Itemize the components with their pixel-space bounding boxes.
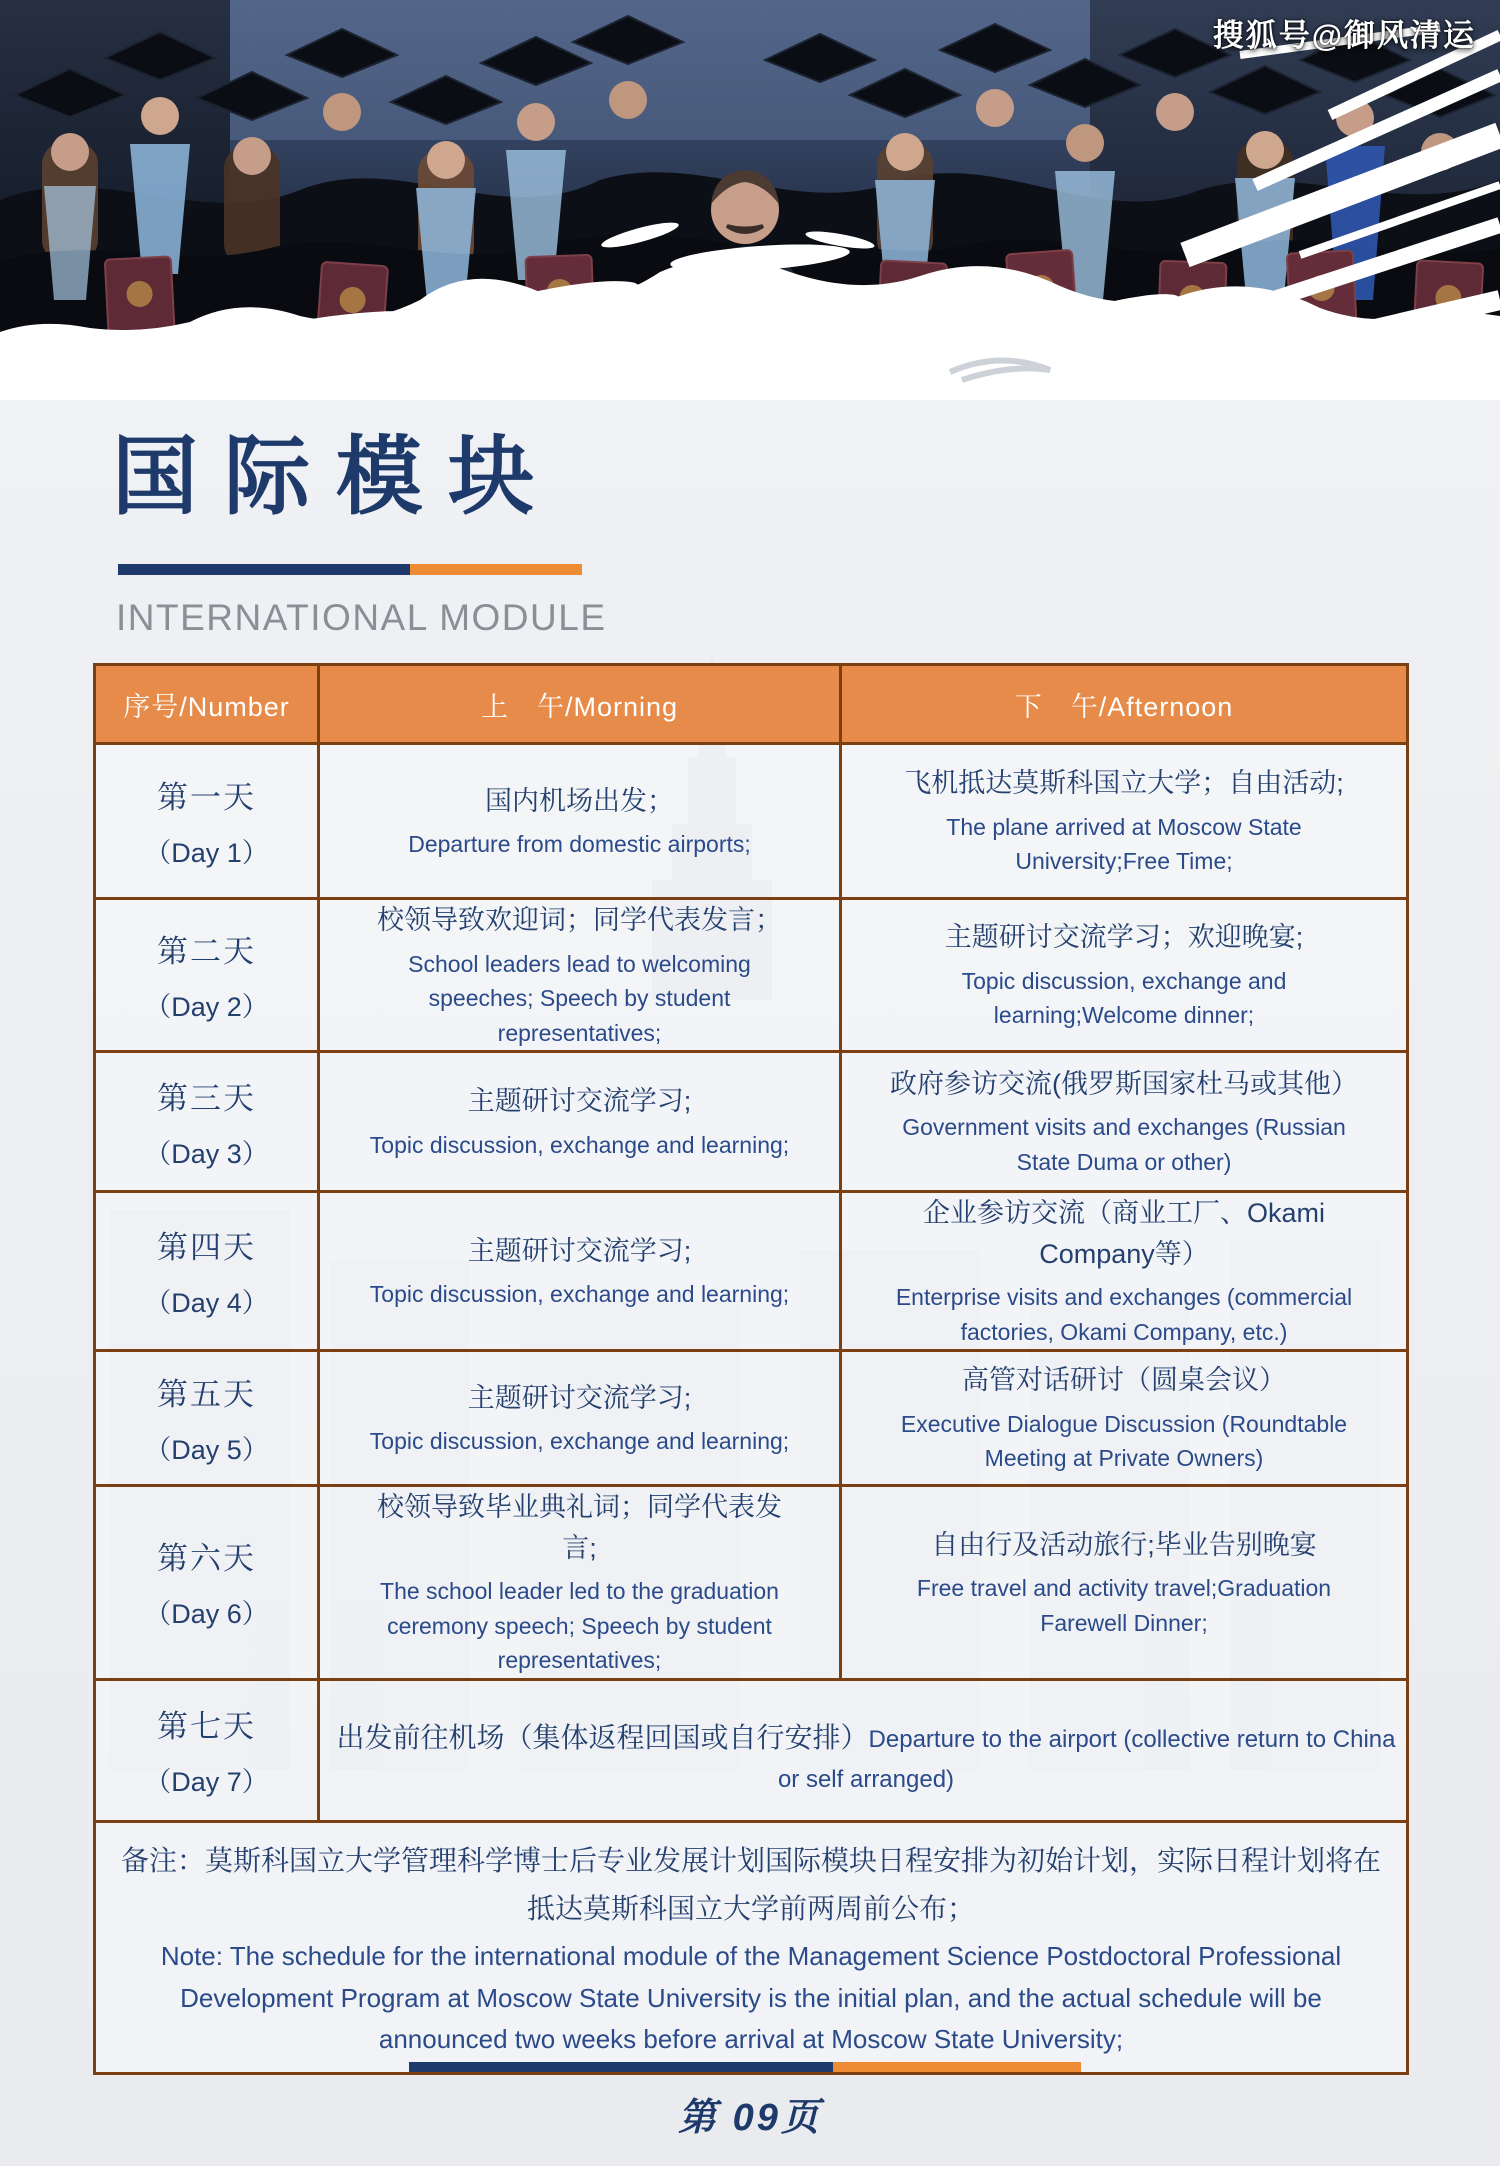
table-row-day5 (95, 1351, 1408, 1486)
table-row-day6 (95, 1486, 1408, 1680)
day-cell (95, 1192, 319, 1351)
underline-blue-segment (118, 564, 414, 575)
afternoon-cell (841, 1192, 1408, 1351)
day-label-cn: 第六天 (157, 1541, 256, 1577)
day-label-en: （Day 7） (144, 1767, 269, 1797)
page-title: 国际模块 (112, 429, 560, 525)
afternoon-text-en: The plane arrived at Moscow State University;Free Time; (946, 813, 1302, 875)
afternoon-text-en: Government visits and exchanges (Russian State Duma or other) (902, 1114, 1346, 1175)
day-label-en: （Day 3） (144, 1138, 269, 1169)
afternoon-cell (841, 1351, 1408, 1486)
day-label-cn: 第一天 (157, 780, 256, 815)
morning-text-cn: 主题研讨交流学习; (467, 1086, 692, 1116)
day-cell (95, 744, 319, 899)
note-text-en: Note: The schedule for the international module of the Management Science Postdoctoral Professional Development Program at Moscow State University is the initial plan, and the actual schedule will be announced two weeks before arrival at Moscow State University; (160, 1941, 1342, 2055)
table-row-day4 (95, 1192, 1408, 1351)
day-label-en: （Day 5） (144, 1435, 269, 1465)
note-text-cn: 备注：莫斯科国立大学管理科学博士后专业发展计划国际模块日程安排为初始计划，实际日程计划将在抵达莫斯科国立大学前两周前公布； (121, 1845, 1382, 1924)
day-label-cn: 第七天 (157, 1709, 256, 1744)
col-header-morning: 上 午/Morning (319, 665, 841, 744)
table-note-row (95, 1821, 1408, 2073)
morning-text-en: School leaders lead to welcoming speeches; Speech by student representatives; (408, 950, 751, 1046)
afternoon-text-cn: 企业参访交流（商业工厂、Okami Company等） (922, 1198, 1325, 1269)
afternoon-cell (841, 744, 1408, 899)
afternoon-text-cn: 自由行及活动旅行;毕业告别晚宴 (931, 1529, 1317, 1560)
table-row-day3 (95, 1052, 1408, 1192)
note-cell (95, 1821, 1408, 2073)
day-label-en: （Day 1） (144, 838, 269, 868)
afternoon-cell (841, 1486, 1408, 1680)
morning-text-en: Topic discussion, exchange and learning; (369, 1281, 790, 1307)
day-cell (95, 1679, 319, 1821)
day7-text-cn: 出发前往机场（集体返程回国或自行安排） (336, 1722, 869, 1754)
morning-cell (319, 899, 841, 1052)
day-cell (95, 1052, 319, 1192)
footer-bar-orange-segment (833, 2062, 1081, 2072)
morning-text-en: The school leader led to the graduation ceremony speech; Speech by student representatives; (380, 1578, 779, 1673)
morning-cell (319, 1351, 841, 1486)
afternoon-cell (841, 1052, 1408, 1192)
day-cell (95, 1351, 319, 1486)
page-subtitle: INTERNATIONAL MODULE (116, 597, 607, 638)
page-number: 第 09页 (678, 2097, 822, 2139)
day7-text-en: Departure to the airport (collective return to China or self arranged) (777, 1726, 1396, 1794)
morning-text-en: Departure from domestic airports; (408, 831, 751, 857)
footer-bar-blue-segment (409, 2062, 837, 2072)
morning-cell (319, 1052, 841, 1192)
morning-text-cn: 校领导致欢迎词；同学代表发言； (377, 905, 782, 935)
morning-text-en: Topic discussion, exchange and learning; (369, 1428, 790, 1454)
day-label-cn: 第三天 (157, 1080, 256, 1116)
afternoon-text-en: Free travel and activity travel;Graduation Farewell Dinner; (916, 1575, 1332, 1636)
day7-merged-cell (319, 1679, 1408, 1821)
morning-text-cn: 主题研讨交流学习; (467, 1382, 692, 1413)
day-cell (95, 899, 319, 1052)
afternoon-text-cn: 飞机抵达莫斯科国立大学；自由活动; (904, 768, 1344, 799)
footer-divider (409, 2062, 1081, 2072)
day-label-cn: 第五天 (157, 1377, 256, 1412)
table-header-row (95, 665, 1408, 744)
morning-text-en: Topic discussion, exchange and learning; (369, 1131, 790, 1158)
morning-cell (319, 744, 841, 899)
morning-cell (319, 1486, 841, 1680)
table-row-day2 (95, 899, 1408, 1052)
morning-text-cn: 校领导致毕业典礼词；同学代表发言; (377, 1492, 782, 1563)
col-header-number: 序号/Number (95, 665, 319, 744)
afternoon-text-cn: 高管对话研讨（圆桌会议） (962, 1365, 1286, 1396)
morning-text-cn: 主题研讨交流学习; (467, 1235, 692, 1266)
morning-cell (319, 1192, 841, 1351)
day-label-cn: 第四天 (157, 1230, 256, 1265)
watermark: 搜狐号@御风清运 (1212, 18, 1476, 53)
underline-orange-segment (410, 564, 582, 575)
afternoon-text-cn: 主题研讨交流学习；欢迎晚宴; (944, 922, 1304, 953)
morning-text-cn: 国内机场出发； (485, 785, 674, 816)
day-cell (95, 1486, 319, 1680)
afternoon-text-en: Enterprise visits and exchanges (commercial factories, Okami Company, etc.) (895, 1284, 1353, 1345)
afternoon-text-en: Topic discussion, exchange and learning;Welcome dinner; (961, 967, 1287, 1029)
table-row-day7 (95, 1679, 1408, 1821)
title-underline (118, 564, 582, 575)
table-row-day1 (95, 744, 1408, 899)
afternoon-cell (841, 899, 1408, 1052)
day-label-en: （Day 4） (144, 1288, 269, 1318)
col-header-afternoon: 下 午/Afternoon (841, 665, 1408, 744)
afternoon-text-en: Executive Dialogue Discussion (Roundtable Meeting at Private Owners) (900, 1410, 1348, 1472)
day-label-en: （Day 2） (144, 992, 269, 1022)
day-label-en: （Day 6） (144, 1599, 269, 1630)
afternoon-text-cn: 政府参访交流(俄罗斯国家杜马或其他） (890, 1068, 1358, 1099)
schedule-table (93, 663, 1409, 2075)
day-label-cn: 第二天 (157, 934, 256, 969)
